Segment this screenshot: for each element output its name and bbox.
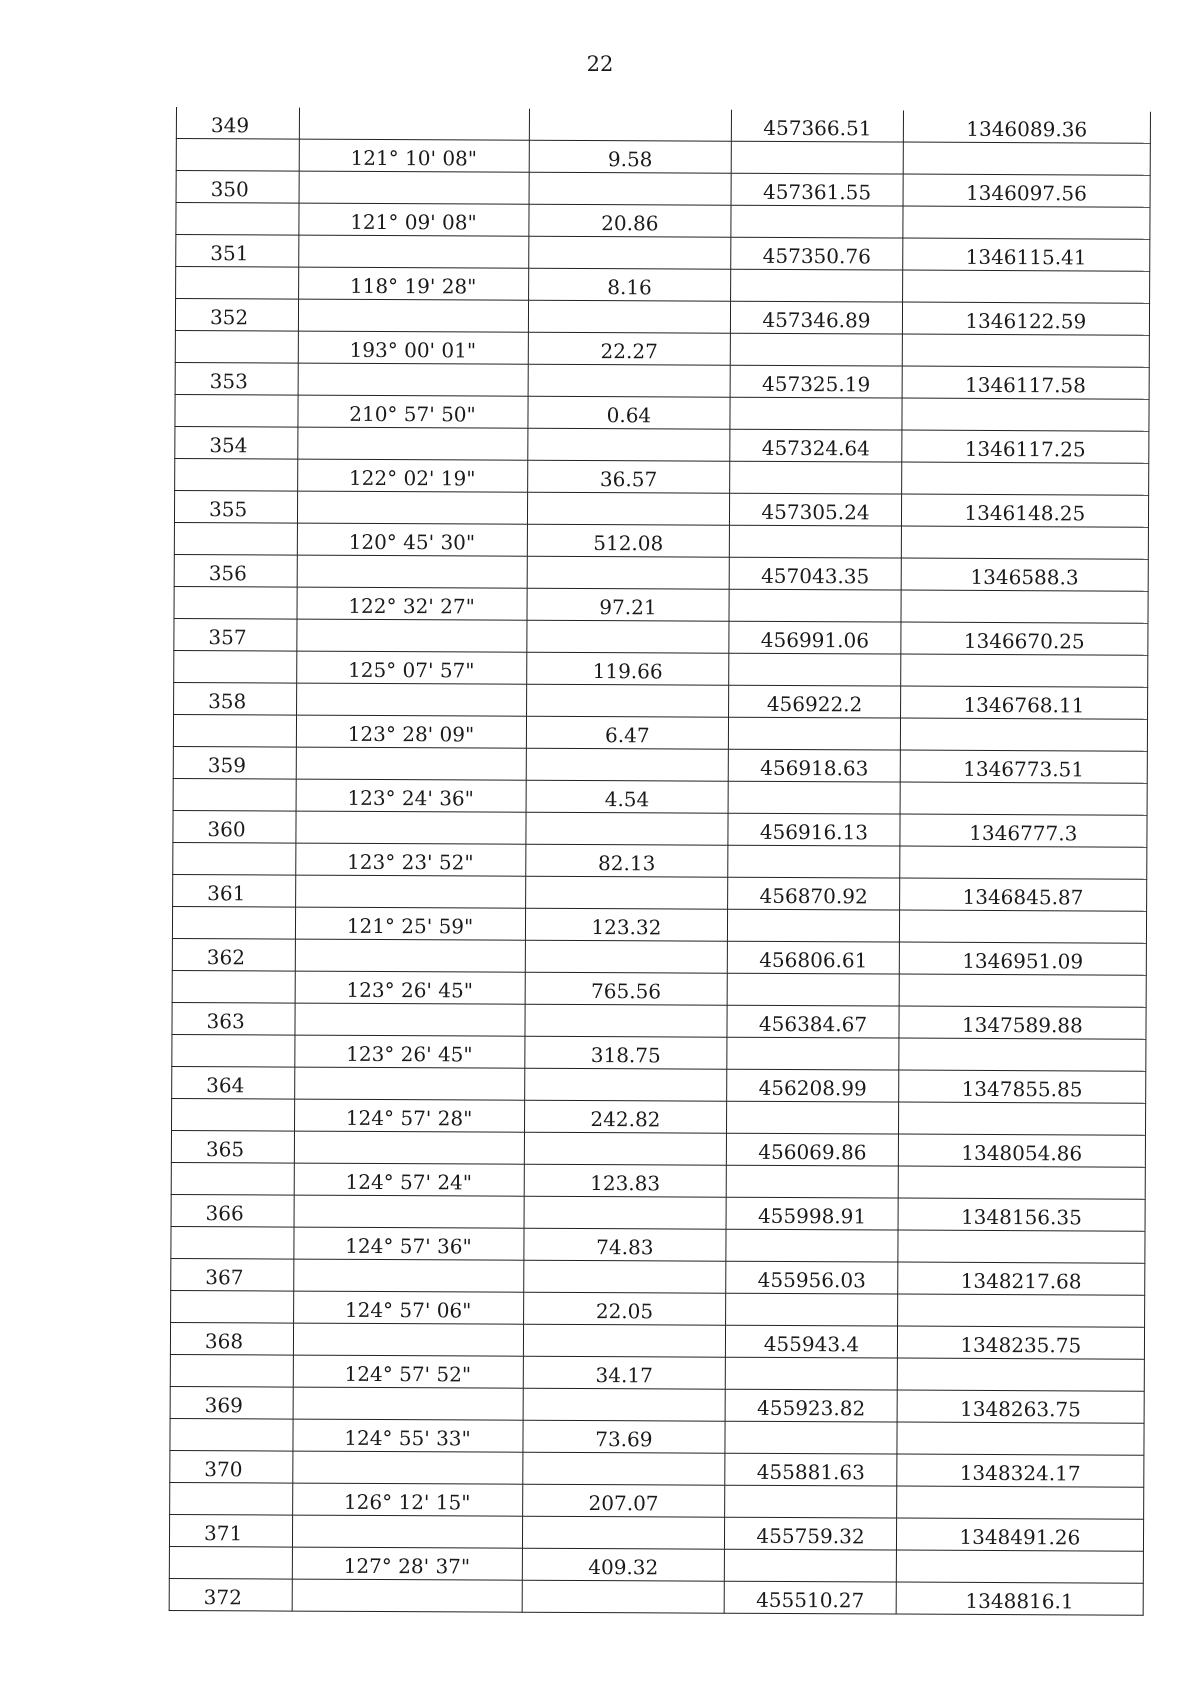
leg-row bbox=[173, 714, 1147, 751]
bearing-cell: 125° 07' 57" bbox=[296, 651, 526, 684]
empty-distance-cell bbox=[524, 1004, 727, 1037]
empty-distance-cell bbox=[527, 556, 730, 589]
empty-northing-cell bbox=[727, 973, 899, 1006]
easting-cell: 1346097.56 bbox=[903, 174, 1150, 207]
empty-point-cell bbox=[175, 458, 298, 491]
empty-northing-cell bbox=[725, 1421, 897, 1454]
easting-cell: 1346089.36 bbox=[903, 111, 1150, 144]
bearing-cell: 127° 28' 37" bbox=[292, 1547, 522, 1580]
point-id-cell: 360 bbox=[173, 810, 296, 843]
empty-bearing-cell bbox=[298, 299, 528, 332]
northing-cell: 456208.99 bbox=[727, 1069, 899, 1102]
empty-northing-cell bbox=[731, 205, 903, 238]
point-id-cell: 369 bbox=[170, 1386, 293, 1419]
northing-cell: 455881.63 bbox=[725, 1453, 897, 1486]
leg-row bbox=[172, 970, 1146, 1007]
empty-northing-cell bbox=[731, 333, 903, 366]
empty-distance-cell bbox=[525, 940, 728, 973]
easting-cell: 1347589.88 bbox=[899, 1006, 1146, 1039]
empty-bearing-cell bbox=[292, 1451, 522, 1484]
point-id-cell: 355 bbox=[174, 490, 297, 523]
point-id-cell: 367 bbox=[171, 1258, 294, 1291]
empty-distance-cell bbox=[529, 172, 732, 205]
table-body bbox=[169, 107, 1150, 1615]
leg-row bbox=[176, 203, 1150, 240]
bearing-cell: 210° 57' 50" bbox=[297, 395, 527, 428]
distance-cell: 97.21 bbox=[526, 588, 729, 621]
easting-cell: 1346951.09 bbox=[899, 942, 1146, 975]
leg-row bbox=[174, 522, 1148, 559]
empty-bearing-cell bbox=[295, 811, 525, 844]
easting-cell: 1348217.68 bbox=[897, 1262, 1144, 1295]
empty-bearing-cell bbox=[295, 875, 525, 908]
distance-cell: 9.58 bbox=[529, 140, 732, 173]
bearing-cell: 193° 00' 01" bbox=[298, 331, 528, 364]
empty-distance-cell bbox=[527, 428, 730, 461]
point-id-cell: 356 bbox=[174, 554, 297, 587]
empty-point-cell bbox=[175, 394, 298, 427]
point-id-cell: 350 bbox=[176, 171, 299, 204]
empty-northing-cell bbox=[725, 1549, 897, 1582]
leg-row bbox=[170, 1354, 1144, 1391]
empty-bearing-cell bbox=[297, 555, 527, 588]
empty-easting-cell bbox=[898, 1038, 1145, 1071]
bearing-cell: 122° 32' 27" bbox=[297, 587, 527, 620]
empty-northing-cell bbox=[729, 589, 901, 622]
point-row bbox=[174, 490, 1148, 527]
point-id-cell: 359 bbox=[173, 746, 296, 779]
empty-bearing-cell bbox=[295, 939, 525, 972]
empty-point-cell bbox=[174, 522, 297, 555]
easting-cell: 1348816.1 bbox=[896, 1582, 1143, 1615]
bearing-cell: 121° 09' 08" bbox=[298, 203, 528, 236]
empty-easting-cell bbox=[899, 910, 1146, 943]
survey-coordinates-table bbox=[169, 107, 1151, 1616]
distance-cell: 6.47 bbox=[526, 716, 729, 749]
leg-row bbox=[174, 586, 1148, 623]
point-id-cell: 362 bbox=[172, 938, 295, 971]
empty-easting-cell bbox=[898, 1166, 1145, 1199]
easting-cell: 1346670.25 bbox=[901, 622, 1148, 655]
point-row bbox=[170, 1450, 1144, 1487]
easting-cell: 1348156.35 bbox=[898, 1198, 1145, 1231]
empty-northing-cell bbox=[728, 845, 900, 878]
empty-northing-cell bbox=[731, 269, 903, 302]
empty-distance-cell bbox=[527, 492, 730, 525]
leg-row bbox=[172, 1034, 1146, 1071]
empty-easting-cell bbox=[901, 462, 1148, 495]
empty-point-cell bbox=[175, 330, 298, 363]
empty-point-cell bbox=[172, 1034, 295, 1067]
distance-cell: 34.17 bbox=[523, 1356, 726, 1389]
distance-cell: 242.82 bbox=[524, 1100, 727, 1133]
empty-distance-cell bbox=[526, 748, 729, 781]
point-row bbox=[174, 618, 1148, 655]
northing-cell: 457325.19 bbox=[730, 365, 902, 398]
empty-distance-cell bbox=[528, 364, 731, 397]
point-id-cell: 352 bbox=[175, 299, 298, 332]
point-row bbox=[171, 1194, 1145, 1231]
northing-cell: 455510.27 bbox=[724, 1581, 896, 1614]
empty-point-cell bbox=[171, 1098, 294, 1131]
point-row bbox=[173, 746, 1147, 783]
distance-cell: 73.69 bbox=[522, 1420, 725, 1453]
northing-cell: 455956.03 bbox=[726, 1261, 898, 1294]
point-row bbox=[172, 1066, 1146, 1103]
point-row bbox=[175, 426, 1149, 463]
empty-easting-cell bbox=[896, 1486, 1143, 1519]
empty-bearing-cell bbox=[298, 235, 528, 268]
easting-cell: 1346777.3 bbox=[900, 814, 1147, 847]
empty-bearing-cell bbox=[296, 683, 526, 716]
leg-row bbox=[173, 778, 1147, 815]
empty-easting-cell bbox=[903, 142, 1150, 175]
point-row bbox=[174, 682, 1148, 719]
empty-bearing-cell bbox=[295, 1003, 525, 1036]
distance-cell: 22.27 bbox=[528, 332, 731, 365]
easting-cell: 1346845.87 bbox=[899, 878, 1146, 911]
empty-bearing-cell bbox=[293, 1259, 523, 1292]
northing-cell: 455943.4 bbox=[726, 1325, 898, 1358]
empty-northing-cell bbox=[726, 1357, 898, 1390]
empty-point-cell bbox=[174, 586, 297, 619]
leg-row bbox=[170, 1482, 1144, 1519]
leg-row bbox=[171, 1162, 1145, 1199]
point-row bbox=[174, 554, 1148, 591]
empty-northing-cell bbox=[730, 525, 902, 558]
point-row bbox=[175, 299, 1149, 336]
leg-row bbox=[170, 1418, 1144, 1455]
empty-point-cell bbox=[176, 267, 299, 300]
empty-easting-cell bbox=[900, 718, 1147, 751]
empty-northing-cell bbox=[726, 1293, 898, 1326]
bearing-cell: 118° 19' 28" bbox=[298, 267, 528, 300]
empty-easting-cell bbox=[896, 1550, 1143, 1583]
empty-easting-cell bbox=[902, 270, 1149, 303]
empty-point-cell bbox=[171, 1226, 294, 1259]
empty-distance-cell bbox=[525, 876, 728, 909]
point-id-cell: 349 bbox=[176, 107, 299, 139]
empty-distance-cell bbox=[529, 109, 732, 141]
empty-distance-cell bbox=[522, 1580, 725, 1613]
leg-row bbox=[176, 267, 1150, 304]
empty-bearing-cell bbox=[299, 108, 529, 141]
distance-cell: 123.83 bbox=[524, 1164, 727, 1197]
easting-cell: 1347855.85 bbox=[898, 1070, 1145, 1103]
northing-cell: 457361.55 bbox=[731, 173, 903, 206]
empty-easting-cell bbox=[901, 526, 1148, 559]
point-id-cell: 365 bbox=[171, 1130, 294, 1163]
point-id-cell: 351 bbox=[176, 235, 299, 268]
empty-point-cell bbox=[173, 714, 296, 747]
empty-point-cell bbox=[173, 778, 296, 811]
empty-easting-cell bbox=[898, 1102, 1145, 1135]
point-row bbox=[176, 171, 1150, 208]
empty-distance-cell bbox=[523, 1324, 726, 1357]
empty-northing-cell bbox=[730, 397, 902, 430]
empty-distance-cell bbox=[522, 1452, 725, 1485]
distance-cell: 4.54 bbox=[526, 780, 729, 813]
point-row bbox=[169, 1514, 1143, 1551]
empty-point-cell bbox=[176, 139, 299, 172]
empty-bearing-cell bbox=[294, 1195, 524, 1228]
distance-cell: 512.08 bbox=[527, 524, 730, 557]
northing-cell: 456922.2 bbox=[729, 685, 901, 718]
distance-cell: 765.56 bbox=[525, 972, 728, 1005]
leg-row bbox=[175, 330, 1149, 367]
empty-distance-cell bbox=[528, 236, 731, 269]
leg-row bbox=[173, 842, 1147, 879]
empty-point-cell bbox=[174, 650, 297, 683]
empty-bearing-cell bbox=[299, 171, 529, 204]
distance-cell: 82.13 bbox=[525, 844, 728, 877]
northing-cell: 457366.51 bbox=[732, 110, 904, 142]
empty-point-cell bbox=[173, 842, 296, 875]
leg-row bbox=[171, 1290, 1145, 1327]
northing-cell: 455759.32 bbox=[725, 1517, 897, 1550]
leg-row bbox=[175, 458, 1149, 495]
northing-cell: 456991.06 bbox=[729, 621, 901, 654]
empty-distance-cell bbox=[528, 300, 731, 333]
distance-cell: 74.83 bbox=[523, 1228, 726, 1261]
bearing-cell: 124° 57' 24" bbox=[294, 1163, 524, 1196]
empty-distance-cell bbox=[524, 1068, 727, 1101]
point-id-cell: 366 bbox=[171, 1194, 294, 1227]
distance-cell: 119.66 bbox=[526, 652, 729, 685]
bearing-cell: 123° 26' 45" bbox=[295, 971, 525, 1004]
easting-cell: 1346122.59 bbox=[902, 302, 1149, 335]
bearing-cell: 123° 26' 45" bbox=[294, 1035, 524, 1068]
empty-easting-cell bbox=[902, 334, 1149, 367]
easting-cell: 1346148.25 bbox=[901, 494, 1148, 527]
distance-cell: 318.75 bbox=[524, 1036, 727, 1069]
northing-cell: 456069.86 bbox=[727, 1133, 899, 1166]
empty-easting-cell bbox=[901, 590, 1148, 623]
point-row bbox=[171, 1258, 1145, 1295]
distance-cell: 123.32 bbox=[525, 908, 728, 941]
empty-northing-cell bbox=[730, 461, 902, 494]
empty-northing-cell bbox=[726, 1229, 898, 1262]
empty-easting-cell bbox=[897, 1294, 1144, 1327]
empty-distance-cell bbox=[525, 812, 728, 845]
leg-row bbox=[169, 1546, 1143, 1583]
empty-distance-cell bbox=[522, 1516, 725, 1549]
empty-point-cell bbox=[176, 203, 299, 236]
point-row bbox=[169, 1578, 1143, 1615]
empty-bearing-cell bbox=[293, 1387, 523, 1420]
empty-bearing-cell bbox=[296, 619, 526, 652]
bearing-cell: 124° 57' 06" bbox=[293, 1291, 523, 1324]
empty-bearing-cell bbox=[292, 1579, 522, 1612]
bearing-cell: 124° 57' 36" bbox=[293, 1227, 523, 1260]
empty-distance-cell bbox=[524, 1196, 727, 1229]
page-number: 22 bbox=[586, 52, 614, 76]
point-row bbox=[170, 1322, 1144, 1359]
point-row bbox=[176, 235, 1150, 272]
distance-cell: 409.32 bbox=[522, 1548, 725, 1581]
leg-row bbox=[174, 650, 1148, 687]
empty-distance-cell bbox=[526, 620, 729, 653]
northing-cell: 456870.92 bbox=[728, 877, 900, 910]
bearing-cell: 121° 25' 59" bbox=[295, 907, 525, 940]
empty-point-cell bbox=[171, 1162, 294, 1195]
empty-northing-cell bbox=[727, 1037, 899, 1070]
point-id-cell: 363 bbox=[172, 1002, 295, 1035]
empty-northing-cell bbox=[728, 909, 900, 942]
empty-point-cell bbox=[169, 1546, 292, 1579]
northing-cell: 457043.35 bbox=[729, 557, 901, 590]
empty-point-cell bbox=[171, 1290, 294, 1323]
bearing-cell: 123° 23' 52" bbox=[295, 843, 525, 876]
empty-bearing-cell bbox=[297, 427, 527, 460]
easting-cell: 1348054.86 bbox=[898, 1134, 1145, 1167]
leg-row bbox=[171, 1226, 1145, 1263]
bearing-cell: 123° 24' 36" bbox=[296, 779, 526, 812]
distance-cell: 22.05 bbox=[523, 1292, 726, 1325]
point-id-cell: 354 bbox=[175, 426, 298, 459]
point-id-cell: 364 bbox=[172, 1066, 295, 1099]
empty-bearing-cell bbox=[296, 747, 526, 780]
northing-cell: 456918.63 bbox=[729, 749, 901, 782]
empty-distance-cell bbox=[523, 1388, 726, 1421]
empty-easting-cell bbox=[897, 1358, 1144, 1391]
northing-cell: 456916.13 bbox=[728, 813, 900, 846]
empty-easting-cell bbox=[902, 398, 1149, 431]
point-id-cell: 371 bbox=[169, 1514, 292, 1547]
bearing-cell: 120° 45' 30" bbox=[297, 523, 527, 556]
empty-northing-cell bbox=[731, 141, 903, 174]
empty-distance-cell bbox=[523, 1260, 726, 1293]
empty-northing-cell bbox=[728, 781, 900, 814]
empty-northing-cell bbox=[727, 1101, 899, 1134]
northing-cell: 457346.89 bbox=[731, 301, 903, 334]
empty-easting-cell bbox=[900, 782, 1147, 815]
point-row bbox=[172, 1002, 1146, 1039]
leg-row bbox=[171, 1098, 1145, 1135]
empty-easting-cell bbox=[900, 654, 1147, 687]
easting-cell: 1348263.75 bbox=[897, 1390, 1144, 1423]
empty-point-cell bbox=[172, 970, 295, 1003]
empty-northing-cell bbox=[729, 653, 901, 686]
leg-row bbox=[172, 906, 1146, 943]
bearing-cell: 121° 10' 08" bbox=[299, 139, 529, 172]
bearing-cell: 123° 28' 09" bbox=[296, 715, 526, 748]
distance-cell: 0.64 bbox=[527, 396, 730, 429]
point-row bbox=[173, 810, 1147, 847]
empty-easting-cell bbox=[899, 974, 1146, 1007]
empty-point-cell bbox=[170, 1354, 293, 1387]
northing-cell: 455998.91 bbox=[726, 1197, 898, 1230]
point-row bbox=[173, 874, 1147, 911]
empty-easting-cell bbox=[897, 1422, 1144, 1455]
empty-easting-cell bbox=[898, 1230, 1145, 1263]
point-id-cell: 357 bbox=[174, 618, 297, 651]
empty-northing-cell bbox=[725, 1485, 897, 1518]
northing-cell: 455923.82 bbox=[725, 1389, 897, 1422]
easting-cell: 1346117.25 bbox=[901, 430, 1148, 463]
point-id-cell: 368 bbox=[170, 1322, 293, 1355]
point-row bbox=[171, 1130, 1145, 1167]
easting-cell: 1348491.26 bbox=[896, 1518, 1143, 1551]
easting-cell: 1346773.51 bbox=[900, 750, 1147, 783]
northing-cell: 457305.24 bbox=[730, 493, 902, 526]
bearing-cell: 124° 55' 33" bbox=[292, 1419, 522, 1452]
point-row bbox=[176, 107, 1150, 143]
empty-distance-cell bbox=[524, 1132, 727, 1165]
empty-easting-cell bbox=[899, 846, 1146, 879]
point-id-cell: 370 bbox=[170, 1450, 293, 1483]
point-row bbox=[172, 938, 1146, 975]
distance-cell: 20.86 bbox=[528, 204, 731, 237]
point-id-cell: 353 bbox=[175, 362, 298, 395]
point-id-cell: 372 bbox=[169, 1578, 292, 1611]
bearing-cell: 124° 57' 28" bbox=[294, 1099, 524, 1132]
easting-cell: 1348324.17 bbox=[896, 1454, 1143, 1487]
empty-easting-cell bbox=[903, 206, 1150, 239]
empty-point-cell bbox=[170, 1482, 293, 1515]
bearing-cell: 126° 12' 15" bbox=[292, 1483, 522, 1516]
empty-northing-cell bbox=[726, 1165, 898, 1198]
empty-bearing-cell bbox=[294, 1067, 524, 1100]
northing-cell: 457350.76 bbox=[731, 237, 903, 270]
northing-cell: 456384.67 bbox=[727, 1005, 899, 1038]
easting-cell: 1346768.11 bbox=[900, 686, 1147, 719]
leg-row bbox=[175, 394, 1149, 431]
leg-row bbox=[176, 139, 1150, 176]
distance-cell: 207.07 bbox=[522, 1484, 725, 1517]
empty-bearing-cell bbox=[292, 1515, 522, 1548]
empty-bearing-cell bbox=[293, 1323, 523, 1356]
bearing-cell: 124° 57' 52" bbox=[293, 1355, 523, 1388]
empty-distance-cell bbox=[526, 684, 729, 717]
point-id-cell: 358 bbox=[174, 682, 297, 715]
bearing-cell: 122° 02' 19" bbox=[297, 459, 527, 492]
point-row bbox=[175, 362, 1149, 399]
distance-cell: 36.57 bbox=[527, 460, 730, 493]
empty-bearing-cell bbox=[297, 491, 527, 524]
easting-cell: 1346117.58 bbox=[902, 366, 1149, 399]
empty-northing-cell bbox=[729, 717, 901, 750]
northing-cell: 457324.64 bbox=[730, 429, 902, 462]
empty-bearing-cell bbox=[298, 363, 528, 396]
empty-point-cell bbox=[172, 906, 295, 939]
easting-cell: 1346588.3 bbox=[901, 558, 1148, 591]
empty-point-cell bbox=[170, 1418, 293, 1451]
distance-cell: 8.16 bbox=[528, 268, 731, 301]
northing-cell: 456806.61 bbox=[728, 941, 900, 974]
point-row bbox=[170, 1386, 1144, 1423]
easting-cell: 1346115.41 bbox=[902, 238, 1149, 271]
empty-bearing-cell bbox=[294, 1131, 524, 1164]
easting-cell: 1348235.75 bbox=[897, 1326, 1144, 1359]
point-id-cell: 361 bbox=[173, 874, 296, 907]
